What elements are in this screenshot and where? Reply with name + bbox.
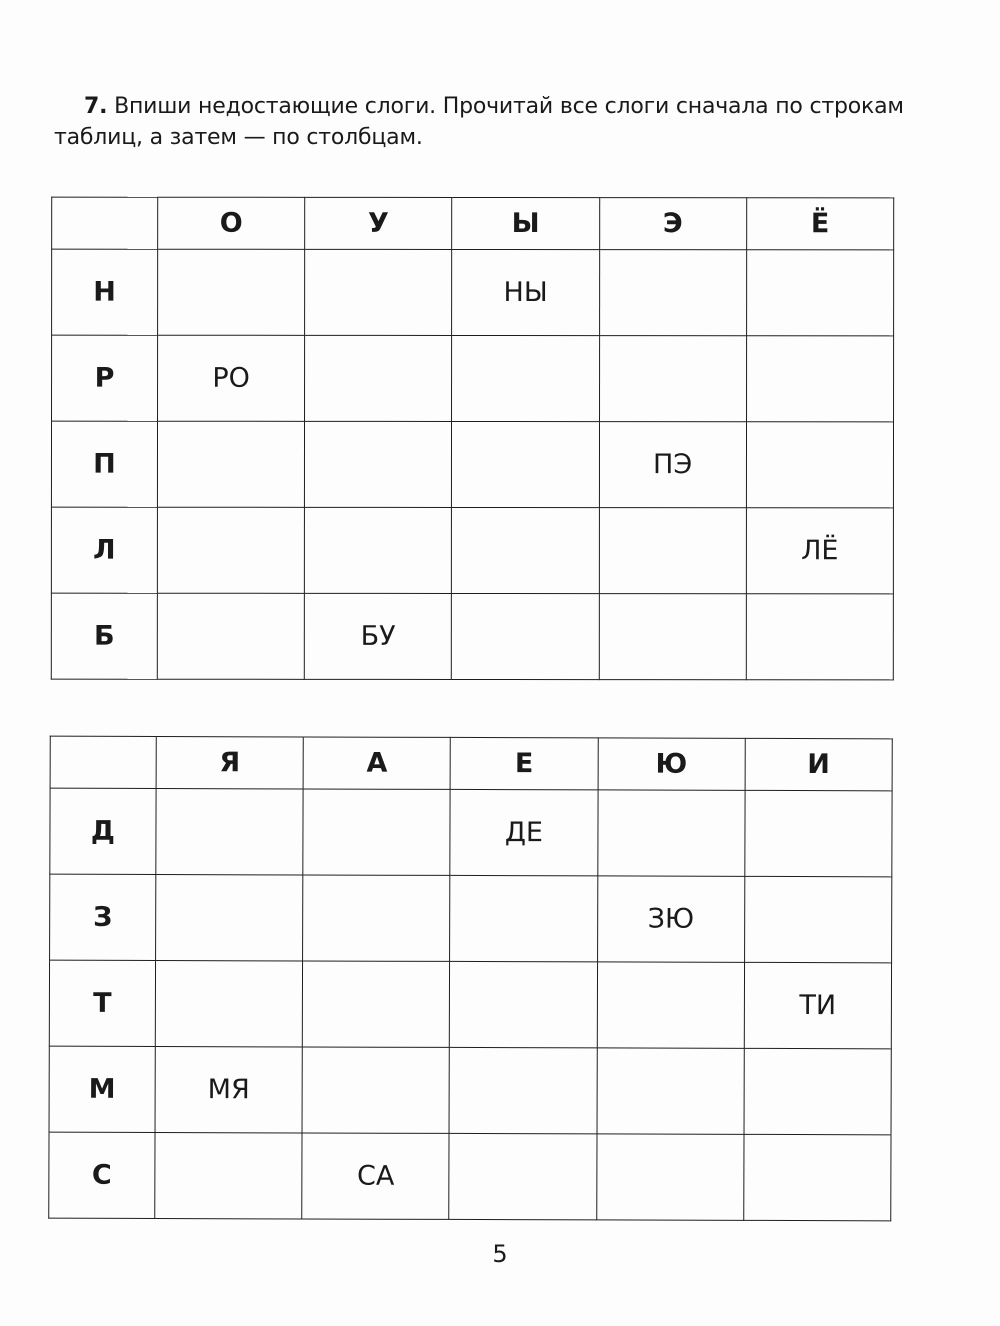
- syllable-table-2: [48, 736, 893, 1222]
- table-row: [51, 421, 893, 508]
- syllable-cell[interactable]: [599, 336, 746, 422]
- syllable-cell[interactable]: [597, 1048, 744, 1134]
- syllable-cell[interactable]: [745, 790, 893, 876]
- syllable-cell[interactable]: [449, 1047, 596, 1133]
- vowel-header: У: [305, 197, 452, 249]
- syllable-cell[interactable]: СА: [302, 1133, 449, 1219]
- table-row: [50, 874, 892, 963]
- syllable-cell[interactable]: [599, 250, 746, 336]
- table-row: [49, 960, 891, 1049]
- table-row: [49, 1046, 891, 1135]
- consonant-header: С: [49, 1132, 155, 1218]
- table-row: [52, 249, 894, 336]
- table-row: [51, 507, 893, 594]
- consonant-header: Т: [49, 960, 155, 1046]
- consonant-header: Д: [50, 788, 156, 874]
- syllable-cell[interactable]: [746, 594, 893, 680]
- corner-cell: [52, 197, 158, 249]
- syllable-cell[interactable]: [302, 961, 449, 1047]
- syllable-cell[interactable]: [305, 249, 452, 335]
- table-row: [51, 593, 893, 680]
- syllable-cell[interactable]: [157, 421, 304, 507]
- syllable-cell[interactable]: [597, 790, 744, 876]
- task-text-2: таблиц, а затем — по столбцам.: [54, 125, 423, 150]
- syllable-cell[interactable]: [744, 876, 892, 962]
- syllable-cell[interactable]: [452, 507, 599, 593]
- syllable-cell[interactable]: ЛЁ: [746, 508, 893, 594]
- table-row: [49, 1132, 891, 1221]
- consonant-header: Н: [52, 249, 158, 335]
- syllable-cell[interactable]: ПЭ: [599, 422, 746, 508]
- syllable-cell[interactable]: [452, 335, 599, 421]
- syllable-cell[interactable]: [599, 594, 746, 680]
- syllable-cell[interactable]: [303, 875, 450, 961]
- consonant-header: Л: [51, 507, 157, 593]
- syllable-cell[interactable]: [305, 507, 452, 593]
- syllable-cell[interactable]: [746, 250, 893, 336]
- vowel-header: Ё: [746, 198, 893, 250]
- consonant-header: П: [51, 421, 157, 507]
- table-header-row: [52, 197, 894, 250]
- corner-cell: [50, 736, 156, 788]
- syllable-cell[interactable]: [746, 336, 893, 422]
- syllable-cell[interactable]: [155, 961, 302, 1047]
- vowel-header: Я: [156, 737, 303, 789]
- syllable-cell[interactable]: ТИ: [744, 962, 892, 1048]
- table-row: [52, 335, 894, 422]
- syllable-cell[interactable]: [449, 1133, 596, 1219]
- syllable-cell[interactable]: [599, 508, 746, 594]
- consonant-header: Р: [52, 335, 158, 421]
- vowel-header: О: [158, 197, 305, 249]
- table-row: [50, 788, 892, 877]
- table-header-row: [50, 736, 892, 791]
- syllable-cell[interactable]: ЗЮ: [597, 876, 744, 962]
- syllable-cell[interactable]: [305, 335, 452, 421]
- vowel-header: Ю: [598, 738, 745, 790]
- syllable-cell[interactable]: [158, 249, 305, 335]
- syllable-cell[interactable]: МЯ: [155, 1047, 302, 1133]
- task-line-1: [54, 91, 914, 122]
- syllable-cell[interactable]: [305, 421, 452, 507]
- vowel-header: И: [745, 738, 892, 790]
- syllable-cell[interactable]: [155, 1133, 302, 1219]
- syllable-cell[interactable]: [156, 789, 303, 875]
- consonant-header: Б: [51, 593, 157, 679]
- syllable-table-1: [51, 197, 894, 681]
- syllable-cell[interactable]: ДЕ: [450, 789, 597, 875]
- consonant-header: З: [50, 874, 156, 960]
- syllable-cell[interactable]: [302, 1047, 449, 1133]
- syllable-cell[interactable]: [156, 875, 303, 961]
- syllable-cell[interactable]: НЫ: [452, 249, 599, 335]
- consonant-header: М: [49, 1046, 155, 1132]
- syllable-cell[interactable]: [743, 1134, 891, 1220]
- vowel-header: Е: [450, 737, 597, 789]
- syllable-cell[interactable]: [452, 593, 599, 679]
- syllable-cell[interactable]: [303, 789, 450, 875]
- syllable-cell[interactable]: [157, 507, 304, 593]
- syllable-cell[interactable]: [157, 593, 304, 679]
- syllable-cell[interactable]: [450, 875, 597, 961]
- task-number: 7.: [84, 94, 108, 119]
- syllable-cell[interactable]: РО: [158, 335, 305, 421]
- syllable-cell[interactable]: БУ: [304, 593, 451, 679]
- vowel-header: Ы: [452, 197, 599, 249]
- vowel-header: Э: [599, 198, 746, 250]
- task-text-1: Впиши недостающие слоги. Прочитай все слоги сначала по строкам: [114, 94, 904, 119]
- syllable-cell[interactable]: [452, 421, 599, 507]
- vowel-header: А: [303, 737, 450, 789]
- task-instructions: [54, 91, 914, 153]
- syllable-cell[interactable]: [744, 1048, 892, 1134]
- syllable-cell[interactable]: [746, 422, 893, 508]
- syllable-cell[interactable]: [596, 1134, 743, 1220]
- syllable-cell[interactable]: [597, 962, 744, 1048]
- syllable-cell[interactable]: [450, 961, 597, 1047]
- page-number: 5: [492, 1240, 508, 1268]
